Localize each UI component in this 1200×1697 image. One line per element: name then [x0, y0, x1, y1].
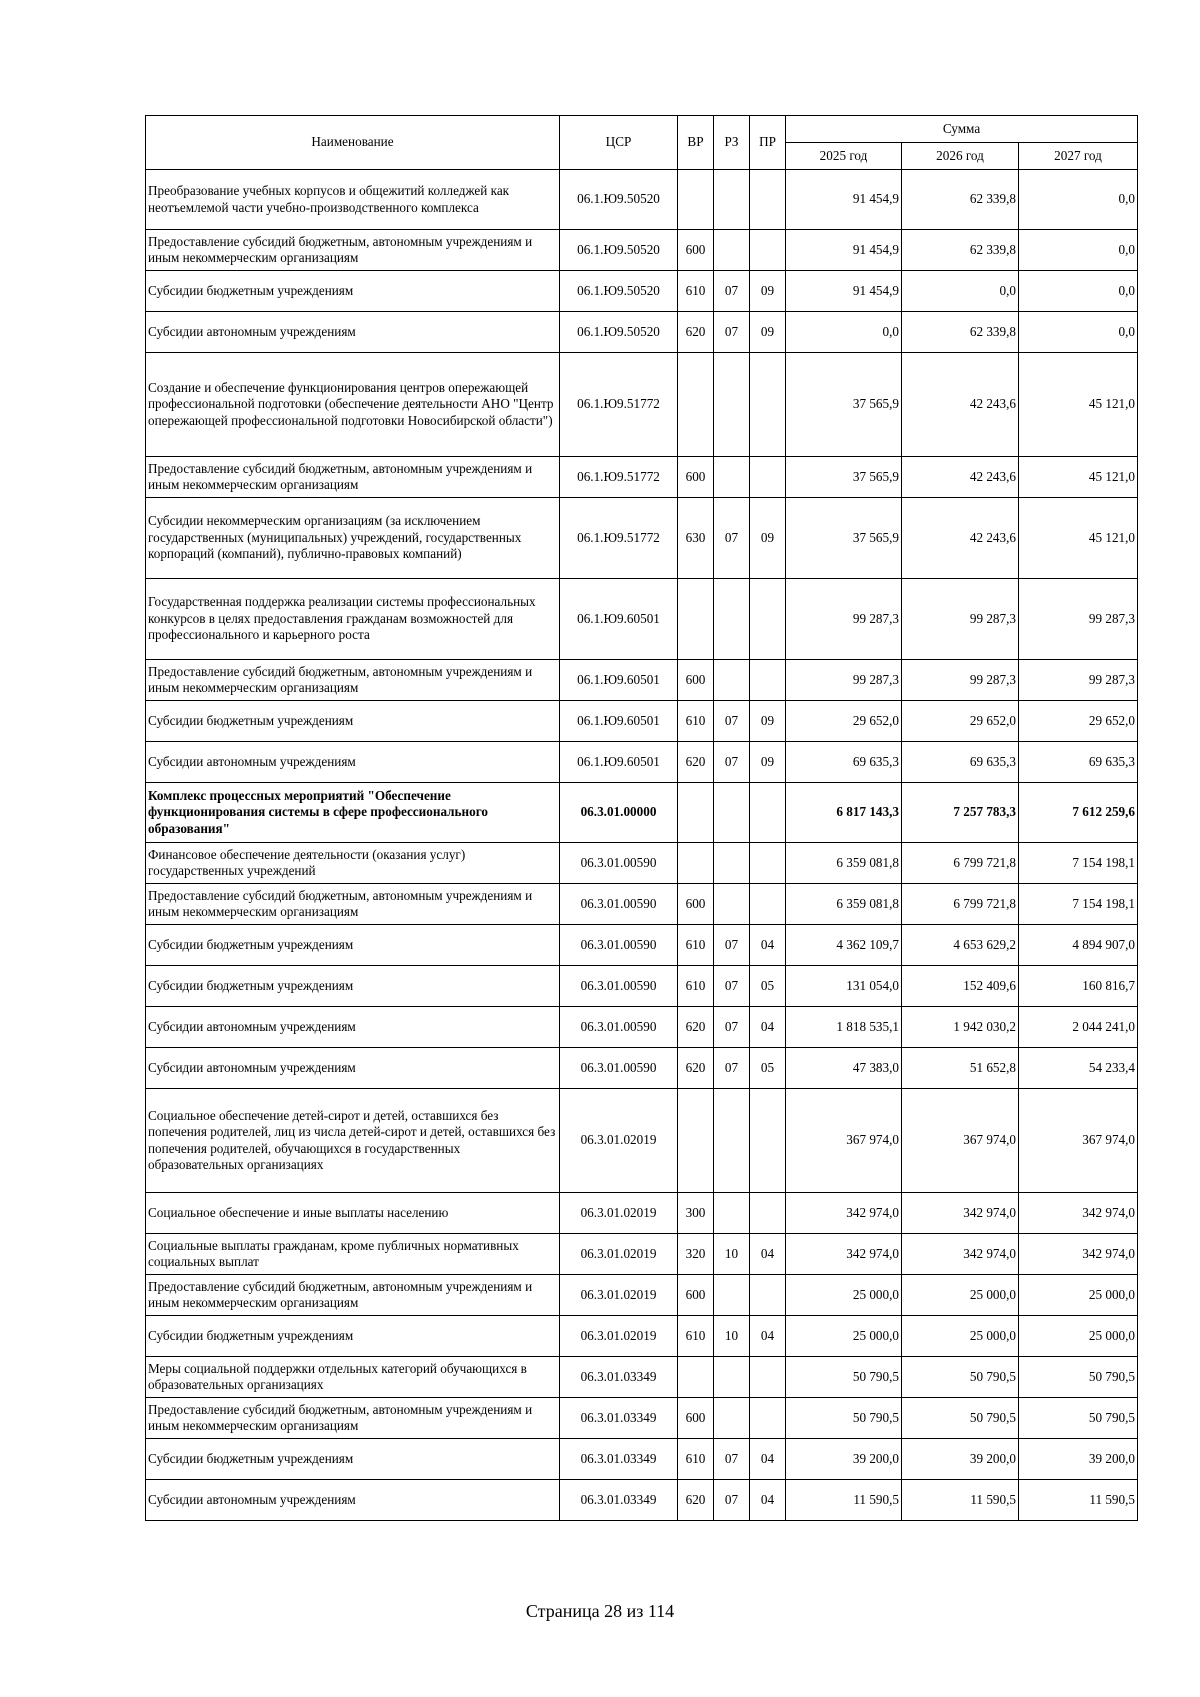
table-row — [146, 312, 1138, 353]
row-pr — [750, 579, 786, 660]
table-row — [146, 230, 1138, 271]
row-rz — [714, 1398, 750, 1439]
row-csr: 06.3.01.03349 — [560, 1480, 678, 1521]
row-sum-2026: 39 200,0 — [902, 1439, 1019, 1480]
row-name: Субсидии бюджетным учреждениям — [146, 1439, 560, 1480]
row-sum-2025: 91 454,9 — [786, 230, 902, 271]
row-sum-2026: 25 000,0 — [902, 1316, 1019, 1357]
header-year-2025: 2025 год — [786, 143, 902, 170]
row-sum-2026: 342 974,0 — [902, 1234, 1019, 1275]
row-sum-2027: 0,0 — [1019, 230, 1138, 271]
row-rz: 07 — [714, 271, 750, 312]
row-sum-2027: 29 652,0 — [1019, 701, 1138, 742]
row-name: Субсидии автономным учреждениям — [146, 742, 560, 783]
row-sum-2025: 99 287,3 — [786, 660, 902, 701]
table-row — [146, 925, 1138, 966]
row-vr: 600 — [678, 457, 714, 498]
row-csr: 06.1.Ю9.60501 — [560, 701, 678, 742]
row-name: Предоставление субсидий бюджетным, автономным учреждениям и иным некоммерческим организациям — [146, 230, 560, 271]
table-row — [146, 1007, 1138, 1048]
table-body — [146, 170, 1138, 1521]
row-sum-2027: 99 287,3 — [1019, 579, 1138, 660]
table-row — [146, 1316, 1138, 1357]
row-sum-2027: 342 974,0 — [1019, 1234, 1138, 1275]
row-sum-2026: 152 409,6 — [902, 966, 1019, 1007]
row-name: Финансовое обеспечение деятельности (оказания услуг) государственных учреждений — [146, 843, 560, 884]
row-vr: 300 — [678, 1193, 714, 1234]
row-rz — [714, 783, 750, 843]
row-csr: 06.1.Ю9.50520 — [560, 170, 678, 230]
row-pr — [750, 1275, 786, 1316]
row-sum-2026: 62 339,8 — [902, 230, 1019, 271]
row-name: Социальное обеспечение детей-сирот и детей, оставшихся без попечения родителей, лиц из числа детей-сирот и детей, оставшихся без попечения родителей, обучающихся в государственных образовательных организациях — [146, 1089, 560, 1193]
table-row — [146, 353, 1138, 457]
row-sum-2025: 29 652,0 — [786, 701, 902, 742]
row-pr — [750, 230, 786, 271]
row-csr: 06.1.Ю9.51772 — [560, 353, 678, 457]
row-sum-2026: 0,0 — [902, 271, 1019, 312]
row-name: Субсидии бюджетным учреждениям — [146, 271, 560, 312]
row-pr: 09 — [750, 498, 786, 579]
row-vr — [678, 843, 714, 884]
row-vr: 320 — [678, 1234, 714, 1275]
row-pr — [750, 457, 786, 498]
row-pr — [750, 1357, 786, 1398]
row-sum-2026: 11 590,5 — [902, 1480, 1019, 1521]
row-vr: 600 — [678, 660, 714, 701]
row-sum-2027: 2 044 241,0 — [1019, 1007, 1138, 1048]
row-rz: 07 — [714, 742, 750, 783]
row-vr: 620 — [678, 312, 714, 353]
budget-table — [145, 115, 1138, 1521]
row-vr: 600 — [678, 1398, 714, 1439]
row-vr — [678, 783, 714, 843]
row-name: Предоставление субсидий бюджетным, автономным учреждениям и иным некоммерческим организациям — [146, 1398, 560, 1439]
row-vr: 620 — [678, 1007, 714, 1048]
row-vr: 610 — [678, 701, 714, 742]
table-row — [146, 1439, 1138, 1480]
row-rz: 07 — [714, 312, 750, 353]
row-pr — [750, 843, 786, 884]
row-rz: 07 — [714, 498, 750, 579]
row-csr: 06.1.Ю9.60501 — [560, 660, 678, 701]
row-pr: 04 — [750, 1007, 786, 1048]
header-sum: Сумма — [786, 116, 1138, 143]
row-sum-2026: 6 799 721,8 — [902, 843, 1019, 884]
row-pr: 09 — [750, 271, 786, 312]
row-vr — [678, 353, 714, 457]
row-csr: 06.3.01.00590 — [560, 1007, 678, 1048]
row-rz — [714, 1275, 750, 1316]
row-sum-2025: 0,0 — [786, 312, 902, 353]
row-sum-2025: 4 362 109,7 — [786, 925, 902, 966]
row-rz — [714, 1357, 750, 1398]
row-csr: 06.1.Ю9.60501 — [560, 742, 678, 783]
table-row — [146, 701, 1138, 742]
row-sum-2026: 42 243,6 — [902, 457, 1019, 498]
row-csr: 06.1.Ю9.50520 — [560, 312, 678, 353]
row-csr: 06.3.01.00590 — [560, 843, 678, 884]
table-row — [146, 271, 1138, 312]
table-row — [146, 1398, 1138, 1439]
row-pr: 04 — [750, 1439, 786, 1480]
header-year-2026: 2026 год — [902, 143, 1019, 170]
row-sum-2026: 50 790,5 — [902, 1357, 1019, 1398]
row-sum-2027: 50 790,5 — [1019, 1357, 1138, 1398]
row-name: Меры социальной поддержки отдельных категорий обучающихся в образовательных организациях — [146, 1357, 560, 1398]
row-vr: 630 — [678, 498, 714, 579]
row-pr — [750, 1089, 786, 1193]
row-pr: 09 — [750, 701, 786, 742]
row-sum-2026: 99 287,3 — [902, 660, 1019, 701]
row-sum-2027: 54 233,4 — [1019, 1048, 1138, 1089]
row-sum-2026: 6 799 721,8 — [902, 884, 1019, 925]
row-sum-2026: 4 653 629,2 — [902, 925, 1019, 966]
row-csr: 06.3.01.03349 — [560, 1357, 678, 1398]
row-sum-2026: 62 339,8 — [902, 170, 1019, 230]
row-name: Комплекс процессных мероприятий "Обеспечение функционирования системы в сфере профессионального образования" — [146, 783, 560, 843]
row-rz: 07 — [714, 1439, 750, 1480]
table-row — [146, 1193, 1138, 1234]
row-name: Субсидии автономным учреждениям — [146, 1007, 560, 1048]
row-vr: 610 — [678, 1439, 714, 1480]
row-sum-2027: 39 200,0 — [1019, 1439, 1138, 1480]
row-sum-2027: 367 974,0 — [1019, 1089, 1138, 1193]
row-pr: 05 — [750, 1048, 786, 1089]
row-vr: 620 — [678, 1048, 714, 1089]
row-pr: 09 — [750, 312, 786, 353]
row-sum-2025: 25 000,0 — [786, 1316, 902, 1357]
row-pr: 04 — [750, 1316, 786, 1357]
row-name: Предоставление субсидий бюджетным, автономным учреждениям и иным некоммерческим организациям — [146, 884, 560, 925]
row-pr — [750, 353, 786, 457]
row-rz: 10 — [714, 1316, 750, 1357]
row-rz — [714, 170, 750, 230]
row-sum-2026: 42 243,6 — [902, 498, 1019, 579]
row-vr: 600 — [678, 884, 714, 925]
row-vr: 600 — [678, 230, 714, 271]
row-csr: 06.3.01.00590 — [560, 925, 678, 966]
row-pr — [750, 1193, 786, 1234]
row-csr: 06.3.01.03349 — [560, 1439, 678, 1480]
row-csr: 06.3.01.02019 — [560, 1275, 678, 1316]
row-pr — [750, 1398, 786, 1439]
row-rz: 07 — [714, 1007, 750, 1048]
row-name: Субсидии бюджетным учреждениям — [146, 966, 560, 1007]
row-rz — [714, 660, 750, 701]
row-rz: 07 — [714, 1048, 750, 1089]
row-vr: 620 — [678, 1480, 714, 1521]
row-sum-2025: 91 454,9 — [786, 170, 902, 230]
row-rz: 10 — [714, 1234, 750, 1275]
row-sum-2027: 45 121,0 — [1019, 498, 1138, 579]
row-rz — [714, 353, 750, 457]
row-csr: 06.1.Ю9.50520 — [560, 271, 678, 312]
row-name: Субсидии автономным учреждениям — [146, 1048, 560, 1089]
row-sum-2025: 47 383,0 — [786, 1048, 902, 1089]
table-header — [146, 116, 1138, 170]
row-pr: 04 — [750, 1234, 786, 1275]
row-pr: 04 — [750, 1480, 786, 1521]
row-name: Социальное обеспечение и иные выплаты населению — [146, 1193, 560, 1234]
row-name: Субсидии автономным учреждениям — [146, 1480, 560, 1521]
row-sum-2025: 50 790,5 — [786, 1398, 902, 1439]
row-rz: 07 — [714, 701, 750, 742]
row-name: Предоставление субсидий бюджетным, автономным учреждениям и иным некоммерческим организациям — [146, 660, 560, 701]
row-name: Субсидии некоммерческим организациям (за исключением государственных (муниципальных) учреждений, государственных корпораций (компаний), публично-правовых компаний) — [146, 498, 560, 579]
row-sum-2026: 51 652,8 — [902, 1048, 1019, 1089]
row-sum-2027: 342 974,0 — [1019, 1193, 1138, 1234]
row-sum-2027: 0,0 — [1019, 271, 1138, 312]
row-name: Субсидии бюджетным учреждениям — [146, 925, 560, 966]
row-csr: 06.3.01.00590 — [560, 884, 678, 925]
row-sum-2025: 25 000,0 — [786, 1275, 902, 1316]
row-sum-2026: 50 790,5 — [902, 1398, 1019, 1439]
table-row — [146, 1357, 1138, 1398]
row-vr — [678, 1357, 714, 1398]
row-sum-2027: 45 121,0 — [1019, 353, 1138, 457]
row-sum-2026: 7 257 783,3 — [902, 783, 1019, 843]
row-rz — [714, 1089, 750, 1193]
table-row — [146, 1089, 1138, 1193]
table-row — [146, 966, 1138, 1007]
row-sum-2025: 99 287,3 — [786, 579, 902, 660]
table-row — [146, 1048, 1138, 1089]
header-rz: РЗ — [714, 116, 750, 170]
row-rz — [714, 457, 750, 498]
row-csr: 06.3.01.02019 — [560, 1193, 678, 1234]
row-rz — [714, 230, 750, 271]
row-sum-2027: 0,0 — [1019, 312, 1138, 353]
row-rz: 07 — [714, 925, 750, 966]
header-csr: ЦСР — [560, 116, 678, 170]
row-vr — [678, 170, 714, 230]
row-csr: 06.1.Ю9.51772 — [560, 457, 678, 498]
row-sum-2027: 7 154 198,1 — [1019, 843, 1138, 884]
row-csr: 06.3.01.02019 — [560, 1316, 678, 1357]
row-csr: 06.3.01.00590 — [560, 966, 678, 1007]
row-sum-2025: 6 359 081,8 — [786, 884, 902, 925]
row-rz — [714, 579, 750, 660]
row-sum-2026: 367 974,0 — [902, 1089, 1019, 1193]
row-sum-2025: 367 974,0 — [786, 1089, 902, 1193]
row-sum-2026: 1 942 030,2 — [902, 1007, 1019, 1048]
header-pr: ПР — [750, 116, 786, 170]
table-row — [146, 884, 1138, 925]
row-name: Преобразование учебных корпусов и общежитий колледжей как неотъемлемой части учебно-производственного комплекса — [146, 170, 560, 230]
row-vr: 600 — [678, 1275, 714, 1316]
row-sum-2027: 69 635,3 — [1019, 742, 1138, 783]
table-row — [146, 1480, 1138, 1521]
row-sum-2026: 342 974,0 — [902, 1193, 1019, 1234]
row-csr: 06.1.Ю9.60501 — [560, 579, 678, 660]
row-csr: 06.3.01.03349 — [560, 1398, 678, 1439]
row-sum-2026: 42 243,6 — [902, 353, 1019, 457]
table-row — [146, 783, 1138, 843]
table-row — [146, 742, 1138, 783]
row-sum-2025: 131 054,0 — [786, 966, 902, 1007]
row-name: Социальные выплаты гражданам, кроме публичных нормативных социальных выплат — [146, 1234, 560, 1275]
row-sum-2026: 62 339,8 — [902, 312, 1019, 353]
row-vr: 610 — [678, 925, 714, 966]
table-row — [146, 660, 1138, 701]
row-pr — [750, 170, 786, 230]
header-year-2027: 2027 год — [1019, 143, 1138, 170]
row-csr: 06.3.01.00590 — [560, 1048, 678, 1089]
row-sum-2025: 39 200,0 — [786, 1439, 902, 1480]
row-sum-2027: 99 287,3 — [1019, 660, 1138, 701]
row-sum-2025: 6 359 081,8 — [786, 843, 902, 884]
header-vr: ВР — [678, 116, 714, 170]
row-sum-2025: 342 974,0 — [786, 1234, 902, 1275]
row-pr — [750, 660, 786, 701]
row-csr: 06.1.Ю9.51772 — [560, 498, 678, 579]
row-sum-2027: 4 894 907,0 — [1019, 925, 1138, 966]
row-sum-2025: 50 790,5 — [786, 1357, 902, 1398]
table-row — [146, 170, 1138, 230]
row-sum-2026: 29 652,0 — [902, 701, 1019, 742]
row-name: Предоставление субсидий бюджетным, автономным учреждениям и иным некоммерческим организациям — [146, 1275, 560, 1316]
table-row — [146, 579, 1138, 660]
row-sum-2027: 50 790,5 — [1019, 1398, 1138, 1439]
table-row — [146, 1275, 1138, 1316]
row-vr — [678, 1089, 714, 1193]
row-sum-2025: 69 635,3 — [786, 742, 902, 783]
row-csr: 06.3.01.02019 — [560, 1234, 678, 1275]
row-sum-2026: 25 000,0 — [902, 1275, 1019, 1316]
row-sum-2026: 69 635,3 — [902, 742, 1019, 783]
row-pr: 09 — [750, 742, 786, 783]
row-csr: 06.1.Ю9.50520 — [560, 230, 678, 271]
row-rz: 07 — [714, 1480, 750, 1521]
row-pr: 04 — [750, 925, 786, 966]
table-row — [146, 498, 1138, 579]
header-name: Наименование — [146, 116, 560, 170]
row-name: Предоставление субсидий бюджетным, автономным учреждениям и иным некоммерческим организациям — [146, 457, 560, 498]
row-sum-2025: 11 590,5 — [786, 1480, 902, 1521]
row-sum-2025: 1 818 535,1 — [786, 1007, 902, 1048]
row-vr: 610 — [678, 1316, 714, 1357]
page-number: Страница 28 из 114 — [525, 1601, 675, 1621]
row-sum-2025: 342 974,0 — [786, 1193, 902, 1234]
row-vr: 610 — [678, 271, 714, 312]
row-vr: 620 — [678, 742, 714, 783]
row-csr: 06.3.01.00000 — [560, 783, 678, 843]
row-rz: 07 — [714, 966, 750, 1007]
row-sum-2027: 7 612 259,6 — [1019, 783, 1138, 843]
row-sum-2027: 160 816,7 — [1019, 966, 1138, 1007]
row-sum-2027: 25 000,0 — [1019, 1275, 1138, 1316]
row-name: Государственная поддержка реализации системы профессиональных конкурсов в целях предоставления гражданам возможностей для профессионального и карьерного роста — [146, 579, 560, 660]
row-sum-2025: 37 565,9 — [786, 457, 902, 498]
row-pr: 05 — [750, 966, 786, 1007]
row-sum-2027: 11 590,5 — [1019, 1480, 1138, 1521]
table-row — [146, 843, 1138, 884]
row-sum-2027: 0,0 — [1019, 170, 1138, 230]
row-name: Субсидии автономным учреждениям — [146, 312, 560, 353]
row-rz — [714, 1193, 750, 1234]
row-name: Субсидии бюджетным учреждениям — [146, 701, 560, 742]
row-name: Субсидии бюджетным учреждениям — [146, 1316, 560, 1357]
row-rz — [714, 884, 750, 925]
row-sum-2026: 99 287,3 — [902, 579, 1019, 660]
row-sum-2025: 91 454,9 — [786, 271, 902, 312]
row-sum-2025: 37 565,9 — [786, 498, 902, 579]
row-sum-2025: 6 817 143,3 — [786, 783, 902, 843]
row-rz — [714, 843, 750, 884]
row-sum-2027: 25 000,0 — [1019, 1316, 1138, 1357]
row-pr — [750, 884, 786, 925]
row-pr — [750, 783, 786, 843]
row-vr — [678, 579, 714, 660]
row-name: Создание и обеспечение функционирования центров опережающей профессиональной подготовки (обеспечение деятельности АНО "Центр опережающей профессиональной подготовки Новосибирской области") — [146, 353, 560, 457]
row-csr: 06.3.01.02019 — [560, 1089, 678, 1193]
row-sum-2027: 45 121,0 — [1019, 457, 1138, 498]
table-row — [146, 1234, 1138, 1275]
row-vr: 610 — [678, 966, 714, 1007]
row-sum-2025: 37 565,9 — [786, 353, 902, 457]
row-sum-2027: 7 154 198,1 — [1019, 884, 1138, 925]
table-row — [146, 457, 1138, 498]
